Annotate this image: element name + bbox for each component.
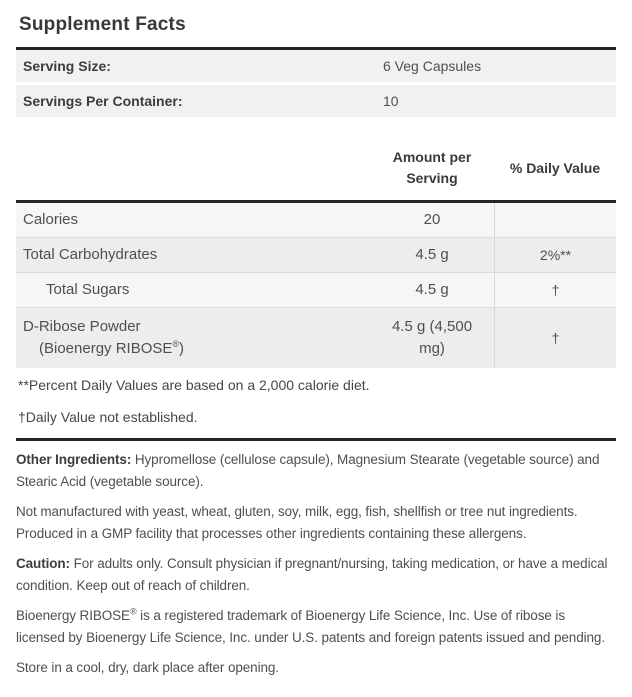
allergen-statement-paragraph: Not manufactured with yeast, wheat, gluten, soy, milk, egg, fish, shellfish or tree nut ingredients. Produced in a GMP facility that processes other ingredients containing these allergens. bbox=[16, 504, 578, 541]
info-sections bbox=[16, 449, 616, 679]
storage-paragraph: Store in a cool, dry, dark place after opening. bbox=[16, 660, 279, 675]
nutrient-name-line2: (Bioenergy RIBOSE®) bbox=[39, 339, 185, 357]
table-row-d-ribose-powder bbox=[16, 307, 616, 368]
table-row-total-sugars bbox=[16, 272, 616, 307]
registered-trademark-icon: ® bbox=[172, 339, 180, 349]
other-ingredients-paragraph bbox=[16, 449, 616, 493]
table-row-calories bbox=[16, 203, 616, 237]
nutrient-name: Calories bbox=[23, 211, 79, 228]
header-amount-per-serving: Amount per Serving bbox=[392, 149, 472, 186]
registered-trademark-icon: ® bbox=[129, 606, 137, 617]
caution-paragraph bbox=[16, 553, 616, 597]
table-row-total-carbohydrates bbox=[16, 237, 616, 272]
servings-per-container-label: Servings Per Container: bbox=[23, 93, 183, 109]
other-ingredients-label: Other Ingredients: bbox=[16, 452, 132, 467]
bottom-divider bbox=[16, 438, 616, 441]
nutrient-name-line1: D-Ribose Powder bbox=[23, 318, 141, 335]
trademark-paragraph bbox=[16, 605, 616, 649]
footnote-percent-daily-value: **Percent Daily Values are based on a 2,000 calorie diet. bbox=[18, 377, 370, 393]
footnote-daily-value-not-established: †Daily Value not established. bbox=[18, 409, 198, 425]
nutrient-name bbox=[16, 308, 370, 368]
nutrient-name: Total Sugars bbox=[46, 281, 130, 298]
nutrient-daily-value: † bbox=[494, 273, 616, 307]
other-ingredients-text: Hypromellose (cellulose capsule), Magnesium Stearate (vegetable source) and Stearic Acid (vegetable source). bbox=[16, 452, 600, 489]
servings-per-container-row bbox=[16, 85, 616, 117]
serving-size-label: Serving Size: bbox=[23, 58, 111, 74]
trademark-text-post: is a registered trademark of Bioenergy Life Science, Inc. Use of ribose is licensed by Bioenergy Life Science, Inc. under U.S. patents and foreign patents issued and pending. bbox=[16, 608, 605, 645]
panel-title: Supplement Facts bbox=[19, 14, 186, 35]
servings-per-container-value: 10 bbox=[383, 93, 399, 109]
nutrient-amount: 4.5 g (4,500 mg) bbox=[391, 318, 473, 357]
header-daily-value: % Daily Value bbox=[509, 160, 601, 176]
nutrient-amount: 4.5 g bbox=[415, 281, 449, 298]
caution-label: Caution: bbox=[16, 556, 70, 571]
nutrient-amount: 20 bbox=[423, 211, 441, 228]
nutrient-daily-value: † bbox=[494, 308, 616, 368]
serving-size-value: 6 Veg Capsules bbox=[383, 58, 482, 74]
nutrient-daily-value: 2%** bbox=[494, 238, 616, 272]
nutrient-amount: 4.5 g bbox=[415, 246, 449, 263]
trademark-text-pre: Bioenergy RIBOSE bbox=[16, 608, 130, 623]
nutrient-daily-value bbox=[494, 203, 616, 237]
serving-size-row bbox=[16, 50, 616, 82]
caution-text: For adults only. Consult physician if pregnant/nursing, taking medication, or have a medical condition. Keep out of reach of children. bbox=[16, 556, 608, 593]
serving-info-table bbox=[16, 50, 616, 117]
facts-table bbox=[16, 138, 616, 368]
facts-table-header bbox=[16, 138, 616, 200]
nutrient-name: Total Carbohydrates bbox=[23, 246, 158, 263]
